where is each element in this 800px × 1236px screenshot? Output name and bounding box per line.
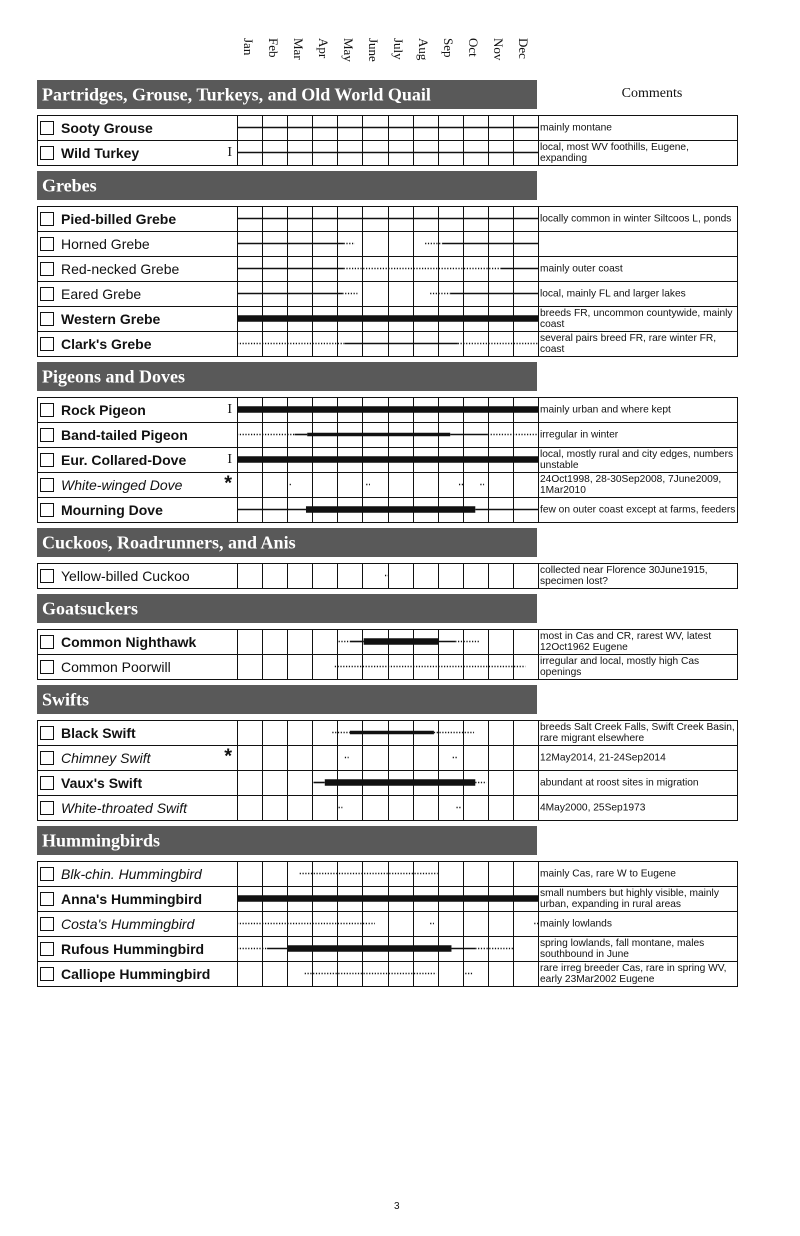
review-species-marker: * [224,745,232,768]
species-name: Red-necked Grebe [61,260,180,277]
species-comment: 4May2000, 25Sep1973 [540,802,646,813]
comments-header: Comments [621,86,683,101]
species-name-cell [37,497,236,522]
species-name: Yellow-billed Cuckoo [61,567,190,584]
section-header-bar [37,362,537,391]
species-comment: most in Cas and CR, rarest WV, latest 12Oct1962 Eugene [540,630,712,653]
section-header-bar [37,80,537,109]
section-header [37,362,737,391]
species-name-cell [37,397,236,422]
section-header [37,171,737,200]
species-checkbox[interactable] [40,262,54,276]
species-comment: small numbers but highly visible, mainly urban, expanding in rural areas [540,887,719,910]
section-header-bar [37,594,537,623]
section-header [37,594,737,623]
species-comment: rare irreg breeder Cas, rare in spring WV, early 23Mar2002 Eugene [540,962,727,985]
month-label-june: June [365,38,381,62]
species-row [37,231,737,256]
species-checkbox[interactable] [40,635,54,649]
section-title: Swifts [42,689,90,709]
species-checkbox[interactable] [40,660,54,674]
species-checkbox[interactable] [40,569,54,583]
species-row [37,629,737,654]
section-header-bar [37,685,537,714]
species-row [37,936,737,961]
species-name: Anna's Hummingbird [61,890,202,907]
species-name: Eared Grebe [61,285,142,302]
species-name-cell [37,206,236,231]
month-label-jan: Jan [240,38,256,56]
species-name-cell [37,886,236,911]
species-row [37,306,737,331]
species-name-cell [37,447,236,472]
section-header [37,685,737,714]
species-checkbox[interactable] [40,312,54,326]
month-label-nov: Nov [491,38,507,61]
species-row [37,654,737,679]
month-label-apr: Apr [315,38,331,59]
species-checkbox[interactable] [40,237,54,251]
species-comment: local, mainly FL and larger lakes [540,288,686,299]
species-comment: 24Oct1998, 28-30Sep2008, 7June2009, 1Mar2010 [540,473,722,496]
species-name: Black Swift [61,724,136,741]
species-name-cell [37,654,236,679]
month-label-july: July [391,38,406,60]
introduced-species-marker: I [227,401,232,417]
species-name: Vaux's Swift [61,774,143,791]
species-row [37,397,737,422]
section-title: Pigeons and Doves [42,366,186,386]
species-name-cell [37,911,236,936]
section-header [37,528,737,557]
species-name-cell [37,281,236,306]
species-name-cell [37,563,236,588]
species-comment: local, most WV foothills, Eugene, expanding [540,141,689,164]
species-comment: 12May2014, 21-24Sep2014 [540,752,666,763]
species-comment: breeds FR, uncommon countywide, mainly coast [540,307,733,330]
species-name-cell [37,745,236,770]
species-row [37,770,737,795]
species-row [37,281,737,306]
species-name: Chimney Swift [61,749,151,766]
species-row [37,256,737,281]
species-name: Western Grebe [61,310,161,327]
species-checkbox[interactable] [40,867,54,881]
species-name-cell [37,256,236,281]
species-name: Band-tailed Pigeon [61,426,188,443]
species-name: Rufous Hummingbird [61,940,205,957]
species-row [37,795,737,820]
species-row [37,115,737,140]
species-checkbox[interactable] [40,776,54,790]
species-comment: few on outer coast except at farms, feeders [540,504,736,515]
species-name: Horned Grebe [61,235,150,252]
species-comment: mainly lowlands [540,918,612,929]
species-row [37,422,737,447]
species-name-cell [37,720,236,745]
section-header-bar [37,826,537,855]
species-comment: mainly Cas, rare W to Eugene [540,868,676,879]
species-name: White-winged Dove [61,476,183,493]
species-name: Eur. Collared-Dove [61,451,187,468]
species-name: Clark's Grebe [61,335,152,352]
species-name-cell [37,422,236,447]
species-comment: several pairs breed FR, rare winter FR, coast [540,332,717,355]
species-checkbox[interactable] [40,121,54,135]
species-checkbox[interactable] [40,726,54,740]
species-name: Calliope Hummingbird [61,965,211,982]
species-name: Mourning Dove [61,501,163,518]
species-comment: breeds Salt Creek Falls, Swift Creek Basin, rare migrant elsewhere [540,721,735,744]
species-comment: collected near Florence 30June1915, specimen lost? [540,564,708,587]
species-name-cell [37,795,236,820]
species-checkbox[interactable] [40,942,54,956]
species-checkbox[interactable] [40,478,54,492]
month-label-aug: Aug [416,38,432,61]
section-title: Partridges, Grouse, Turkeys, and Old World Quail [42,84,431,104]
species-checkbox[interactable] [40,337,54,351]
section-header-bar [37,528,537,557]
species-name-cell [37,306,236,331]
species-row [37,911,737,936]
page-number: 3 [394,1201,400,1212]
month-label-may: May [340,38,356,62]
month-label-sep: Sep [441,38,457,58]
species-name-cell [37,472,236,497]
species-checkbox[interactable] [40,503,54,517]
species-row [37,745,737,770]
species-name: Costa's Hummingbird [61,915,195,932]
species-name-cell [37,770,236,795]
species-checkbox[interactable] [40,287,54,301]
species-row [37,861,737,886]
species-name: Pied-billed Grebe [61,210,177,227]
section-header [37,826,737,855]
species-name: Wild Turkey [61,144,140,161]
species-row [37,140,737,165]
species-comment: abundant at roost sites in migration [540,777,699,788]
species-checkbox[interactable] [40,892,54,906]
species-checkbox[interactable] [40,428,54,442]
species-checkbox[interactable] [40,917,54,931]
species-name: White-throated Swift [61,799,188,816]
species-name-cell [37,961,236,986]
species-name-cell [37,231,236,256]
introduced-species-marker: I [227,451,232,467]
review-species-marker: * [224,472,232,495]
species-comment: locally common in winter Siltcoos L, ponds [540,213,732,224]
month-label-feb: Feb [265,38,281,58]
species-checkbox[interactable] [40,967,54,981]
species-name: Common Nighthawk [61,633,197,650]
species-comment: mainly outer coast [540,263,623,274]
species-row [37,331,737,356]
section-title: Hummingbirds [42,830,161,850]
species-name-cell [37,115,236,140]
species-comment: local, mostly rural and city edges, numbers unstable [540,448,734,471]
species-name-cell [37,861,236,886]
species-checkbox[interactable] [40,212,54,226]
species-comment: mainly montane [540,122,612,133]
species-row [37,472,737,497]
species-row [37,206,737,231]
species-checkbox[interactable] [40,403,54,417]
section-header-bar [37,171,537,200]
section-title: Cuckoos, Roadrunners, and Anis [42,532,296,552]
species-checkbox[interactable] [40,453,54,467]
species-name-cell [37,936,236,961]
species-row [37,563,737,588]
section-title: Goatsuckers [42,598,138,618]
species-name: Common Poorwill [61,658,171,675]
species-name: Rock Pigeon [61,401,146,418]
species-checkbox[interactable] [40,146,54,160]
species-comment: spring lowlands, fall montane, males southbound in June [540,937,705,960]
species-name-cell [37,331,236,356]
species-name-cell [37,140,236,165]
month-label-oct: Oct [466,38,482,57]
species-row [37,497,737,522]
species-row [37,447,737,472]
species-checkbox[interactable] [40,751,54,765]
introduced-species-marker: I [227,144,232,160]
species-comment: irregular in winter [540,429,619,440]
section-header [37,80,737,109]
month-label-mar: Mar [290,38,306,60]
species-row [37,961,737,986]
species-comment: mainly urban and where kept [540,404,671,415]
species-row [37,720,737,745]
month-label-dec: Dec [516,38,532,59]
species-name: Sooty Grouse [61,119,153,136]
section-title: Grebes [42,175,97,195]
species-comment: irregular and local, mostly high Cas openings [540,655,700,678]
species-name-cell [37,629,236,654]
species-name: Blk-chin. Hummingbird [61,865,202,882]
species-row [37,886,737,911]
species-checkbox[interactable] [40,801,54,815]
